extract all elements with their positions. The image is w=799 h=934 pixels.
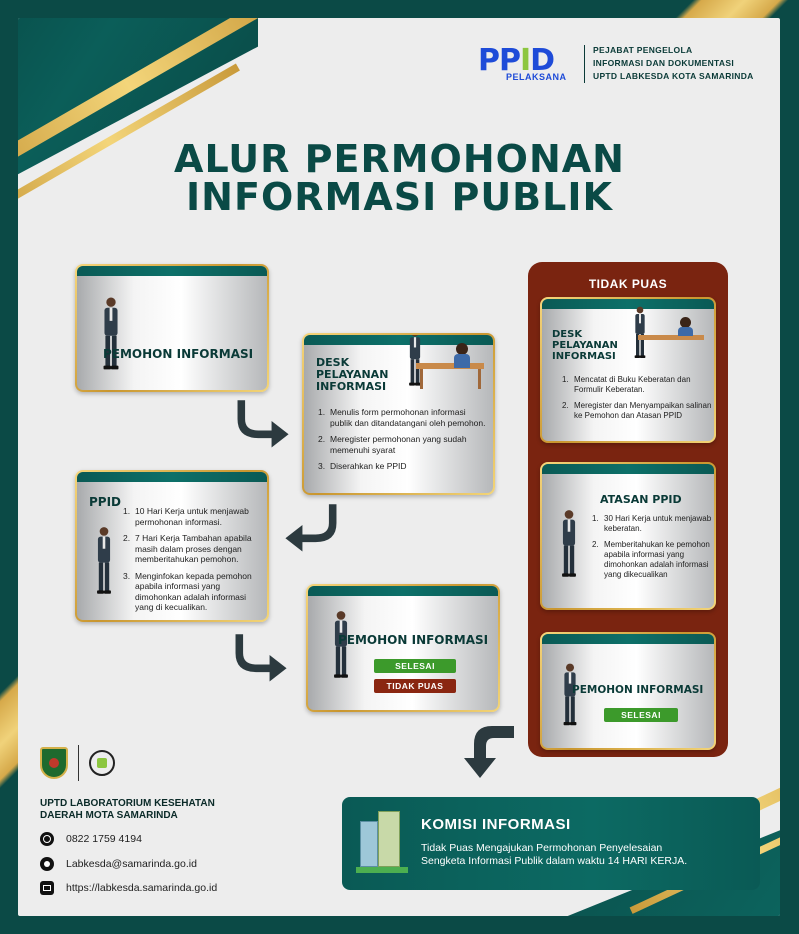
komisi-text-line-2: Sengketa Informasi Publik dalam waktu 14 HARI KERJA. — [421, 855, 688, 867]
whatsapp-icon — [40, 857, 54, 871]
contact-phone — [40, 832, 142, 846]
woman-body — [454, 354, 470, 368]
building-icon — [356, 809, 410, 875]
org-line-2: INFORMASI DAN DOKUMENTASI — [593, 58, 734, 68]
list-item: 1. Mencatat di Buku Keberatan dan Formulir Keberatan. — [562, 375, 691, 394]
footer-logos — [40, 745, 115, 781]
desk-keberatan-title-2: PELAYANAN — [552, 340, 618, 351]
contact-website — [40, 881, 217, 895]
website-link[interactable]: https://labkesda.samarinda.go.id — [66, 882, 218, 894]
card-pemohon-keberatan — [540, 632, 716, 750]
arrow-icon — [234, 396, 294, 448]
page-title-line-2: INFORMASI PUBLIK — [186, 175, 613, 219]
phone-text: 0822 1759 4194 — [66, 833, 142, 845]
arrow-icon — [280, 500, 340, 552]
ppid-logo — [478, 44, 754, 83]
card-atasan-ppid — [540, 462, 716, 610]
desk-title-line-3: INFORMASI — [316, 380, 387, 393]
woman-body — [678, 327, 693, 336]
list-item: 3. Menginfokan kepada pemohon apabila informasi yang dimohonkan adalah informasi yang di kecualikan. — [123, 570, 252, 612]
list-item: 2. Meregister permohonan yang sudah memenuhi syarat — [318, 434, 467, 455]
footer-org-line-2: DAERAH MOTA SAMARINDA — [40, 810, 178, 821]
tidak-puas-panel — [528, 262, 728, 757]
staff-icon — [630, 303, 650, 361]
tidak-puas-button[interactable]: TIDAK PUAS — [374, 679, 456, 693]
desk-keberatan-list — [562, 375, 712, 427]
card-band — [542, 299, 714, 309]
desk-leg — [420, 369, 423, 389]
desk-icon — [416, 363, 484, 369]
logo-divider — [584, 45, 585, 83]
card-pemohon-title: PEMOHON INFORMASI — [103, 347, 254, 361]
list-item: 2. Meregister dan Menyampaikan salinan ke Pemohon dan Atasan PPID — [562, 401, 712, 420]
list-item: 1. 10 Hari Kerja untuk menjawab permohonan informasi. — [123, 506, 249, 527]
footer-org-name — [40, 798, 215, 822]
card-pemohon-result — [306, 584, 500, 712]
card-desk-keberatan-title — [552, 329, 618, 362]
list-item: 3. Diserahkan ke PPID — [318, 461, 407, 471]
footer-logo-divider — [78, 745, 79, 781]
org-line-1: PEJABAT PENGELOLA — [593, 45, 693, 55]
page-title — [0, 137, 799, 219]
ppid-logo-mark — [478, 42, 578, 82]
card-desk-keberatan — [540, 297, 716, 443]
org-line-3: UPTD LABKESDA KOTA SAMARINDA — [593, 71, 754, 81]
desk-steps-list — [318, 407, 486, 478]
komisi-informasi-box — [342, 797, 760, 890]
ppid-logo-sub: PELAKSANA — [506, 71, 567, 82]
desk-keberatan-title-3: INFORMASI — [552, 351, 616, 362]
list-item: 1. 30 Hari Kerja untuk menjawab keberatan. — [592, 514, 712, 533]
emblem-icon — [40, 747, 68, 779]
card-band — [77, 472, 267, 482]
org-info — [593, 44, 754, 83]
desk-title-line-1: DESK — [316, 356, 350, 369]
person-icon — [91, 520, 117, 600]
email-link[interactable]: Labkesda@samarinda.go.id — [66, 858, 197, 870]
selesai-button[interactable]: SELESAI — [374, 659, 456, 673]
komisi-text — [421, 842, 687, 868]
globe-icon — [40, 832, 54, 846]
card-desk-pelayanan — [302, 333, 495, 495]
person-icon — [97, 292, 125, 374]
card-band — [542, 464, 714, 474]
komisi-text-line-1: Tidak Puas Mengajukan Permohonan Penyelesaian — [421, 842, 663, 854]
desk-icon — [638, 335, 704, 340]
contact-email — [40, 857, 197, 871]
person-icon — [556, 502, 582, 584]
tidak-puas-title: TIDAK PUAS — [588, 277, 668, 291]
card-band — [77, 266, 267, 276]
card-band — [542, 634, 714, 644]
card-ppid — [75, 470, 269, 622]
mail-icon — [40, 881, 54, 895]
card-pemohon — [75, 264, 269, 392]
desk-keberatan-title-1: DESK — [552, 329, 583, 340]
card-atasan-title: ATASAN PPID — [600, 493, 682, 506]
card-pemohon-keberatan-title: PEMOHON INFORMASI — [572, 684, 704, 696]
footer-org-line-1: UPTD LABORATORIUM KESEHATAN — [40, 798, 215, 809]
card-ppid-title: PPID — [89, 495, 122, 509]
arrow-icon — [232, 630, 292, 682]
selesai-button-keberatan[interactable]: SELESAI — [604, 708, 678, 722]
desk-title-line-2: PELAYANAN — [316, 368, 389, 381]
desk-leg — [478, 369, 481, 389]
list-item: 1. Menulis form permohonan informasi publik dan ditandatangani oleh pemohon. — [318, 407, 486, 428]
card-result-title: PEMOHON INFORMASI — [338, 633, 489, 647]
labkesda-logo-icon — [89, 750, 115, 776]
card-band — [308, 586, 498, 596]
atasan-list — [592, 514, 712, 586]
card-desk-title — [316, 357, 388, 393]
list-item: 2. 7 Hari Kerja Tambahan apabila masih dalam proses dengan memberitahukan pemohon. — [123, 533, 252, 564]
ppid-steps-list — [123, 506, 265, 619]
list-item: 2. Memberitahukan ke pemohon apabila informasi yang dimohonkan adalah informasi yang dikecualikan — [592, 540, 710, 579]
komisi-title: KOMISI INFORMASI — [421, 816, 571, 833]
ppid-logo-letters: PPID — [478, 42, 555, 78]
page-title-line-1: ALUR PERMOHONAN — [174, 137, 625, 181]
arrow-icon — [464, 724, 516, 780]
